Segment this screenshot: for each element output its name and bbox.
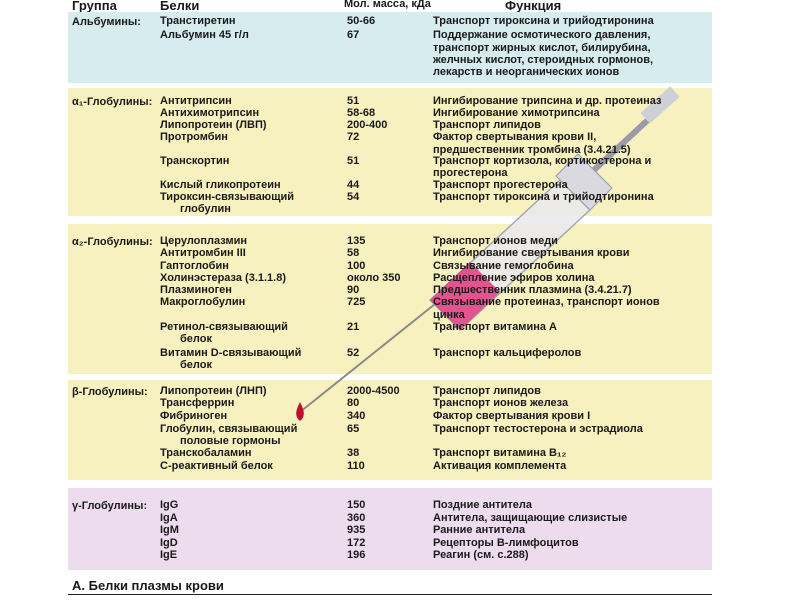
protein-function: лекарств и неорганических ионов [433,66,620,78]
protein-name: Ретинол-связывающий [160,321,288,333]
group-label-albumins: Альбумины: [72,16,141,28]
protein-name: Макроглобулин [160,296,246,308]
molecular-mass: 51 [347,155,360,167]
protein-name: Антитрипсин [160,95,232,107]
molecular-mass: 935 [347,524,366,536]
protein-function: Фактор свертывания крови II, [433,131,597,143]
protein-name: Глобулин, связывающий [160,423,298,435]
protein-function: транспорт жирных кислот, билирубина, [433,42,651,54]
protein-function: Связывание протеиназ, транспорт ионов [433,296,660,308]
protein-function: Предшественник плазмина (3.4.21.7) [433,284,632,296]
protein-function: Транспорт витамина А [433,321,557,333]
protein-function: Расщепление эфиров холина [433,272,595,284]
protein-name: С-реактивный белок [160,460,273,472]
protein-name: Антитромбин III [160,247,246,259]
protein-name: Липопротеин (ЛНП) [160,385,267,397]
molecular-mass: 135 [347,235,366,247]
protein-name: Плазминоген [160,284,232,296]
molecular-mass: 200-400 [347,119,388,131]
protein-name: Гаптоглобин [160,260,229,272]
protein-name: IgM [160,524,179,536]
molecular-mass: 90 [347,284,360,296]
protein-name: Альбумин 45 г/л [160,29,249,41]
group-label-beta: β-Глобулины: [72,386,148,398]
molecular-mass: 72 [347,131,360,143]
molecular-mass: 50-66 [347,15,376,27]
protein-name: белок [180,333,212,345]
protein-function: Поздние антитела [433,499,533,511]
protein-name: половые гормоны [180,435,281,447]
molecular-mass: 340 [347,410,366,422]
protein-name: Протромбин [160,131,228,143]
molecular-mass: 54 [347,191,360,203]
protein-function: Транспорт липидов [433,385,541,397]
caption-rule [68,594,712,595]
protein-name: IgD [160,537,178,549]
molecular-mass: 65 [347,423,360,435]
molecular-mass: 360 [347,512,366,524]
protein-function: желчных кислот, стероидных гормонов, [433,54,654,66]
function-column-header: Функция [505,0,562,12]
molecular-mass: 80 [347,397,360,409]
protein-name: глобулин [180,203,231,215]
protein-name: IgG [160,499,179,511]
mass-column-header: Мол. масса, кДа [344,0,431,10]
protein-name: Антихимотрипсин [160,107,260,119]
group-label-gamma: γ-Глобулины: [72,500,148,512]
molecular-mass: 172 [347,537,366,549]
protein-name: Тироксин-связывающий [160,191,294,203]
protein-function: прогестерона [433,167,508,179]
protein-function: Антитела, защищающие слизистые [433,512,628,524]
molecular-mass: около 350 [347,272,401,284]
protein-name: IgA [160,512,178,524]
protein-name: Витамин D-связывающий [160,347,302,359]
protein-function: Реагин (см. с.288) [433,549,529,561]
protein-function: Транспорт липидов [433,119,541,131]
molecular-mass: 150 [347,499,366,511]
protein-function: Связывание гемоглобина [433,260,574,272]
protein-function: Рецепторы В-лимфоцитов [433,537,579,549]
molecular-mass: 58-68 [347,107,376,119]
protein-function: Фактор свертывания крови I [433,410,591,422]
protein-name: Фибриноген [160,410,228,422]
proteins-column-header: Белки [160,0,200,12]
molecular-mass: 196 [347,549,366,561]
protein-name: Трансферрин [160,397,235,409]
protein-function: Активация комплемента [433,460,567,472]
molecular-mass: 44 [347,179,360,191]
protein-name: Липопротеин (ЛВП) [160,119,267,131]
molecular-mass: 51 [347,95,360,107]
molecular-mass: 67 [347,29,360,41]
protein-name: Транскобаламин [160,447,252,459]
protein-function: Ингибирование свертывания крови [433,247,630,259]
protein-function: Поддержание осмотического давления, [433,29,651,41]
molecular-mass: 2000-4500 [347,385,400,397]
protein-function: Транспорт тироксина и трийодтиронина [433,15,654,27]
molecular-mass: 100 [347,260,366,272]
group-label-alpha1: α₁-Глобулины: [72,96,153,108]
group-label-alpha2: α₂-Глобулины: [72,236,153,248]
protein-function: Транспорт кальциферолов [433,347,582,359]
protein-name: Церулоплазмин [160,235,248,247]
protein-name: Холинэстераза (3.1.1.8) [160,272,287,284]
protein-name: белок [180,359,212,371]
protein-name: Кислый гликопротеин [160,179,281,191]
protein-function: Транспорт витамина B₁₂ [433,447,567,459]
molecular-mass: 725 [347,296,366,308]
protein-function: предшественник тромбина (3.4.21.5) [433,144,631,156]
molecular-mass: 38 [347,447,360,459]
protein-name: IgE [160,549,178,561]
protein-function: Транспорт тестостерона и эстрадиола [433,423,643,435]
protein-function: цинка [433,309,465,321]
molecular-mass: 58 [347,247,360,259]
protein-function: Транспорт тироксина и трийодтиронина [433,191,654,203]
protein-function: Транспорт кортизола, кортикостерона и [433,155,652,167]
blood-drop-icon [296,402,304,421]
protein-function: Транспорт ионов меди [433,235,558,247]
protein-name: Транскортин [160,155,230,167]
molecular-mass: 52 [347,347,360,359]
protein-function: Транспорт ионов железа [433,397,569,409]
figure-caption: А. Белки плазмы крови [72,578,224,593]
protein-name: Транстиретин [160,15,236,27]
protein-function: Транспорт прогестерона [433,179,568,191]
protein-function: Ингибирование химотрипсина [433,107,600,119]
molecular-mass: 110 [347,460,365,472]
protein-function: Ранние антитела [433,524,526,536]
group-column-header: Группа [72,0,117,12]
protein-function: Ингибирование трипсина и др. протеиназ [433,95,662,107]
molecular-mass: 21 [347,321,360,333]
